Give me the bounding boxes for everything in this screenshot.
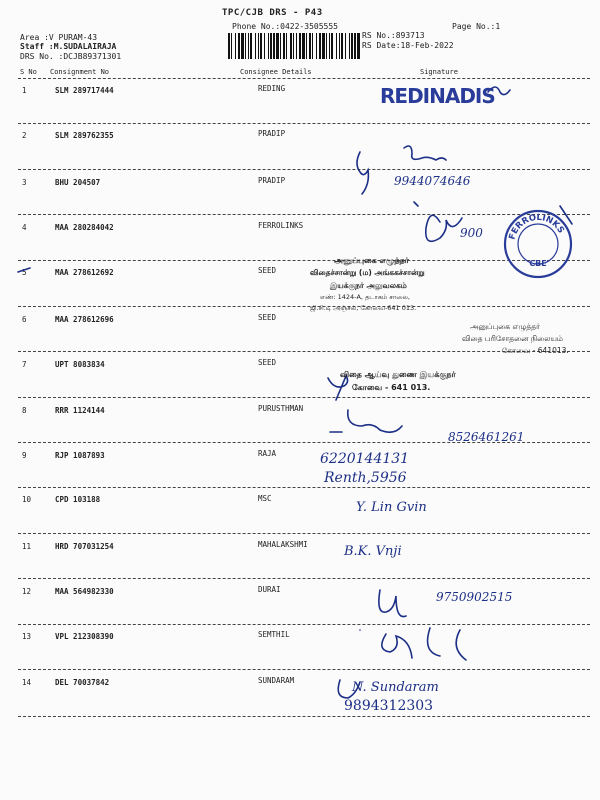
row-sno: 9	[22, 451, 27, 460]
row1-company-stamp: REDINADIS	[380, 84, 495, 108]
seed3-stamp-line2: கோவை - 641 013.	[352, 383, 431, 392]
column-header-consignee: Consignee Details	[240, 68, 312, 76]
row-consignee: DURAI	[258, 585, 281, 594]
column-header-signature: Signature	[420, 68, 458, 76]
row14-signature: N. Sundaram	[352, 680, 439, 695]
seed-stamp-line5: ஜி.சி.டி அஞ்சல், கோவை-641 013.	[310, 304, 417, 312]
area-field: Area :V PURAM-43	[20, 33, 98, 42]
staff-field: Staff :M.SUDALAIRAJA	[20, 42, 117, 51]
row-consignee: PRADIP	[258, 176, 286, 185]
row-consignment: CPD 103188	[55, 495, 101, 504]
row-consignment: BHU 204507	[55, 178, 101, 187]
svg-text:FERROLINKS: FERROLINKS	[507, 212, 566, 241]
document-title: TPC/CJB DRS - P43	[222, 8, 323, 18]
seed2-stamp-line3: கோவை - 641013.	[502, 346, 569, 355]
row-consignment: RRR 1124144	[55, 406, 105, 415]
drs-number: DRS No. :DCJB89371301	[20, 52, 122, 61]
row-sno: 5	[22, 268, 27, 277]
rs-number: RS No.:893713	[362, 31, 425, 40]
seed-stamp-line1: அனுப்புகை எழுத்தர்	[334, 256, 409, 265]
row-consignee: MAHALAKSHMI	[258, 540, 308, 549]
rs-date: RS Date:18-Feb-2022	[362, 41, 454, 50]
row-consignee: SEED	[258, 358, 277, 367]
seed-stamp-line3: இயக்குநர் அலுவலகம்	[330, 281, 407, 290]
row-consignee: REDING	[258, 84, 286, 93]
row12-phone-handwritten: 9750902515	[436, 590, 513, 604]
row9-handwritten-line1: 6220144131	[320, 451, 410, 467]
row-consignment: SLM 289762355	[55, 131, 114, 140]
ferrolinks-stamp	[502, 208, 574, 280]
row-consignment: MAA 564982330	[55, 587, 114, 596]
row-consignee: PURUSTHMAN	[258, 404, 304, 413]
row-consignee: SEED	[258, 313, 277, 322]
row-sno: 2	[22, 131, 27, 140]
row-sno: 7	[22, 360, 27, 369]
row-sno: 14	[22, 678, 32, 687]
row-sno: 6	[22, 315, 27, 324]
page-number: Page No.:1	[452, 22, 501, 31]
seed-stamp-line2: விதைச்சான்று (ம) அங்ககச்சான்று	[310, 268, 425, 277]
seed3-stamp-line1: விதை ஆய்வு துணை இயக்குநர்	[340, 370, 456, 379]
row-consignee: SUNDARAM	[258, 676, 295, 685]
row-consignment: SLM 289717444	[55, 86, 114, 95]
row-sno: 10	[22, 495, 32, 504]
row11-signature: B.K. Vnji	[344, 544, 402, 559]
seed2-stamp-line1: அனுப்புகை எழுத்தர்	[470, 322, 541, 331]
phone-number: Phone No.:0422-3505555	[232, 22, 338, 31]
row-consignee: SEED	[258, 266, 277, 275]
row-consignment: MAA 280284042	[55, 223, 114, 232]
row-consignment: UPT 8083834	[55, 360, 105, 369]
seed2-stamp-line2: விதை பரிசோதனை நிலையம்	[462, 334, 563, 343]
row-consignment: HRD 707031254	[55, 542, 114, 551]
row-sno: 3	[22, 178, 27, 187]
row-consignment: MAA 278612692	[55, 268, 114, 277]
row2-phone-handwritten: 9944074646	[394, 174, 471, 188]
row8-phone-handwritten: 8526461261	[448, 430, 525, 444]
row-consignee: PRADIP	[258, 129, 286, 138]
row-consignment: MAA 278612696	[55, 315, 114, 324]
row-sno: 12	[22, 587, 32, 596]
row9-handwritten-line2: Renth,5956	[324, 470, 407, 486]
row-consignee: SEMTHIL	[258, 630, 290, 639]
row-sno: 1	[22, 86, 27, 95]
row4-handwritten: 900	[460, 226, 483, 240]
row-sno: 8	[22, 406, 27, 415]
row-consignee: MSC	[258, 494, 272, 503]
column-header-sno: S No	[20, 68, 37, 76]
seed-stamp-line4: எண்: 1424-A, தடாகம் சாலை,	[320, 293, 410, 301]
row-consignment: RJP 1087893	[55, 451, 105, 460]
row10-signature: Y. Lin Gvin	[356, 500, 427, 515]
row-sno: 4	[22, 223, 27, 232]
row-consignment: DEL 70037842	[55, 678, 110, 687]
row-consignment: VPL 212308390	[55, 632, 114, 641]
row14-phone-handwritten: 9894312303	[344, 698, 434, 714]
svg-text:CBE: CBE	[529, 259, 547, 268]
row-consignee: FERROLINKS	[258, 221, 304, 230]
column-header-consignment: Consignment No	[50, 68, 110, 76]
row-sno: 11	[22, 542, 32, 551]
row-consignee: RAJA	[258, 449, 277, 458]
row-sno: 13	[22, 632, 32, 641]
